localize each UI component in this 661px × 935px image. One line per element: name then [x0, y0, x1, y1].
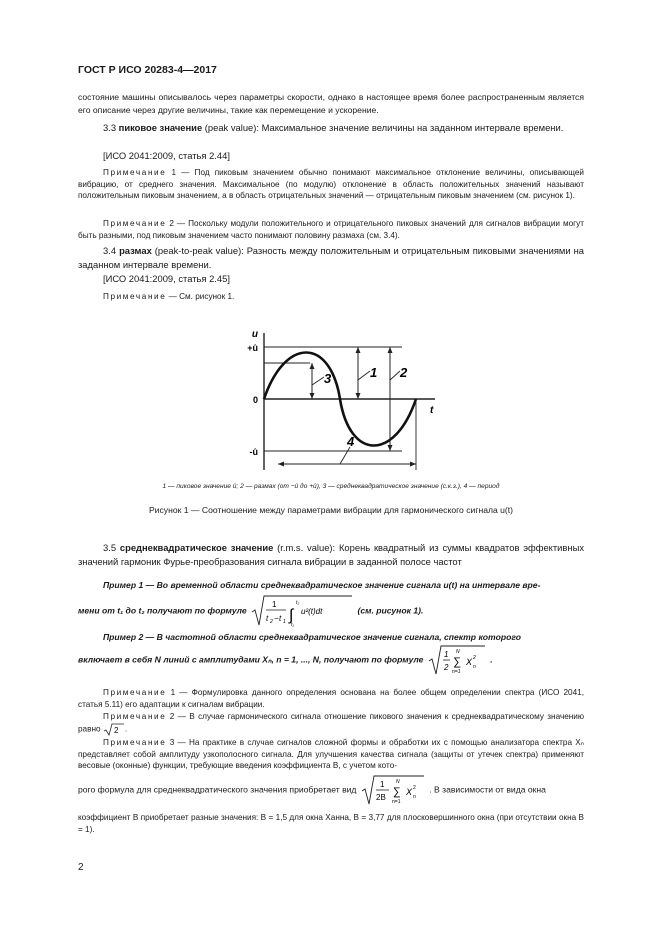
formula-numerator: 1: [443, 650, 449, 659]
note-text: — Формулировка данного определения основана на более общем определении спектра (ИСО 2041, статья 5.11) его адаптации к сигналам вибрации.: [78, 688, 584, 709]
figure-1-diagram: [230, 325, 450, 475]
integral-upper: t₂: [296, 600, 300, 606]
term-3-4-note: [78, 291, 584, 303]
term-3-3-note-2: [78, 218, 584, 241]
sum-term-sup: 2: [412, 785, 416, 791]
note-label: Примечание: [103, 688, 167, 697]
term-3-5-note-2: [78, 711, 584, 736]
sum-lower: n=1: [451, 669, 461, 675]
formula-denominator: 2B: [375, 793, 386, 802]
y-axis-label: u: [251, 329, 258, 340]
note-number: 1: [170, 688, 176, 697]
term-3-5-note-1: [78, 687, 584, 710]
callout-1: 1: [370, 365, 378, 380]
sum-sign: ∑: [452, 656, 461, 668]
note-text: рого формула для среднеквадратического значения приобретает вид: [78, 784, 357, 795]
example-2-tail: .: [490, 654, 493, 665]
example-1-tail: (см. рисунок 1).: [357, 605, 424, 616]
formula-numerator: 1: [272, 600, 277, 609]
term-3-3: [78, 121, 584, 135]
note-label: Примечание: [103, 292, 167, 301]
note-text: — Поскольку модули положительного и отрицательного пиковых значений для сигналов вибрации могут быть разными, под пиковым значением часто понимают половину размаха (см. 3.4).: [78, 219, 584, 240]
term-3-5-title: среднеквадратическое значение: [119, 542, 274, 553]
page-number: 2: [78, 862, 84, 873]
term-3-3-reference: [ИСО 2041:2009, статья 2.44]: [103, 150, 230, 161]
formula-numerator: 1: [379, 780, 385, 789]
note-number: 2: [169, 712, 175, 721]
formula-time-rms: [251, 594, 353, 628]
note-tail: .: [124, 724, 128, 734]
sum-lower: n=1: [391, 799, 401, 805]
note-label: Примечание: [103, 219, 167, 228]
sum-term-sub: n: [472, 664, 476, 670]
formula-t2: t: [266, 614, 269, 623]
sum-upper: N: [455, 649, 460, 655]
sum-term: X: [405, 787, 412, 797]
example-2-line-2: [78, 644, 584, 676]
example-2-line-1: Пример 2 — В частотной области среднеквадратическое значение сигнала, спектр которого: [103, 632, 521, 642]
example-1-line-1: Пример 1 — Во временной области среднеквадратическое значение сигнала u(t) на интервале вре-: [103, 580, 541, 590]
term-3-5-number: 3.5: [103, 542, 117, 553]
term-3-3-definition: (peak value): Максимальное значение величины на заданном интервале времени.: [202, 122, 564, 133]
formula-t1: t: [279, 614, 282, 623]
term-3-4-definition: (peak-to-peak value): Разность между положительным и отрицательным пиковыми значениями на заданном интервале времени.: [78, 245, 584, 270]
note-text: . В зависимости от вида окна: [429, 784, 546, 795]
formula-frequency-rms: [428, 644, 486, 676]
figure-1-legend: 1 — пиковое значение û; 2 — размах (от −û до +û), 3 — среднеквадратическое значение (с.к.з.), 4 — период: [162, 483, 500, 490]
term-3-5-note-3-formula-line: [78, 774, 584, 806]
intro-paragraph: состояние машины описывалось через параметры скорости, однако в настоящее время более распространенным является его описание через другие величины, такие как перемещение и ускорение.: [78, 92, 584, 115]
y-positive-label: +û: [247, 343, 258, 353]
example-1-line-2: [78, 594, 584, 628]
term-3-5-definition: (r.m.s. value): Корень квадратный из суммы квадратов эффективных значений гармоник Фурье-преобразования сигнала вибрации в заданной полосе частот: [78, 542, 585, 567]
sum-sign: ∑: [392, 786, 401, 798]
sum-term: X: [465, 657, 472, 667]
integral-sign: ∫: [289, 607, 294, 624]
sum-upper: N: [395, 779, 400, 785]
formula-t1-sub: 1: [283, 619, 286, 625]
term-3-3-number: 3.3: [103, 122, 117, 133]
note-text: — В случае гармонического сигнала отношение пикового значения к среднеквадратическому значению равно: [78, 712, 584, 734]
formula-minus: −: [274, 614, 279, 623]
term-3-3-title: пиковое значение: [118, 122, 203, 133]
figure-1-caption: Рисунок 1 — Соотношение между параметрами вибрации для гармонического сигнала u(t): [148, 505, 514, 515]
note-number: 1: [171, 168, 177, 177]
term-3-4-number: 3.4: [103, 245, 117, 256]
note-label: Примечание: [103, 738, 167, 747]
x-axis-label: t: [430, 405, 434, 416]
term-3-4: [78, 244, 584, 272]
example-1-text: мени от t₁ до t₂ получают по формуле: [78, 605, 247, 616]
callout-3: 3: [324, 371, 332, 386]
integral-body: u²(t)dt: [301, 607, 323, 616]
callout-2: 2: [400, 365, 408, 380]
sqrt-2-value: 2: [113, 725, 119, 735]
term-3-3-note-1: [78, 167, 584, 202]
term-3-4-reference: [ИСО 2041:2009, статья 2.45]: [103, 273, 230, 284]
term-3-4-title: размах: [119, 245, 152, 256]
document-header: ГОСТ Р ИСО 20283-4—2017: [78, 64, 217, 76]
note-number: 2: [169, 219, 174, 228]
y-negative-label: -û: [249, 447, 258, 457]
note-number: 3: [169, 738, 175, 747]
note-label: Примечание: [103, 168, 167, 177]
sum-term-sub: n: [412, 794, 416, 800]
term-3-5: [78, 541, 584, 569]
note-text: — См. рисунок 1.: [166, 292, 235, 301]
note-text: — Под пиковым значением обычно понимают максимальное отклонение величины, описывающей вибрацию, от среднего значения. Максимальное (по модулю) отклонение в область положительных значений называют положительным пиковым значением, а в область отрицательных значений — отрицательным пиковым значением (см. рисунок 1).: [78, 168, 584, 200]
term-3-5-note-3: [78, 737, 584, 772]
note-text: — На практике в случае сигналов сложной формы и обработки их с помощью анализатора спектра Xₙ представляет собой амплитуду узкополосного сигнала. Для улучшения качества сигнала (защиты от утечек спектра) применяют весовые (оконные) функции, требующие введения коэффициента B, с учетом кото-: [78, 738, 585, 770]
example-2-text: включает в себя N линий с амплитудами Xₙ, n = 1, ..., N, получают по формуле: [78, 654, 424, 665]
formula-denominator: 2: [443, 663, 449, 672]
integral-lower: t₁: [291, 622, 295, 628]
sum-term-sup: 2: [472, 655, 476, 661]
formula-t2-sub: 2: [270, 619, 273, 625]
callout-4: 4: [347, 434, 355, 449]
term-3-5-note-3-continuation: коэффициент B приобретает разные значения: B = 1,5 для окна Ханна, B = 3,77 для плосковершинного окна (при отсутствии окна B = 1).: [78, 813, 584, 834]
formula-windowed-rms: [361, 774, 425, 806]
formula-sqrt-2: [103, 723, 128, 736]
y-zero-label: 0: [252, 395, 258, 405]
note-label: Примечание: [103, 712, 167, 721]
